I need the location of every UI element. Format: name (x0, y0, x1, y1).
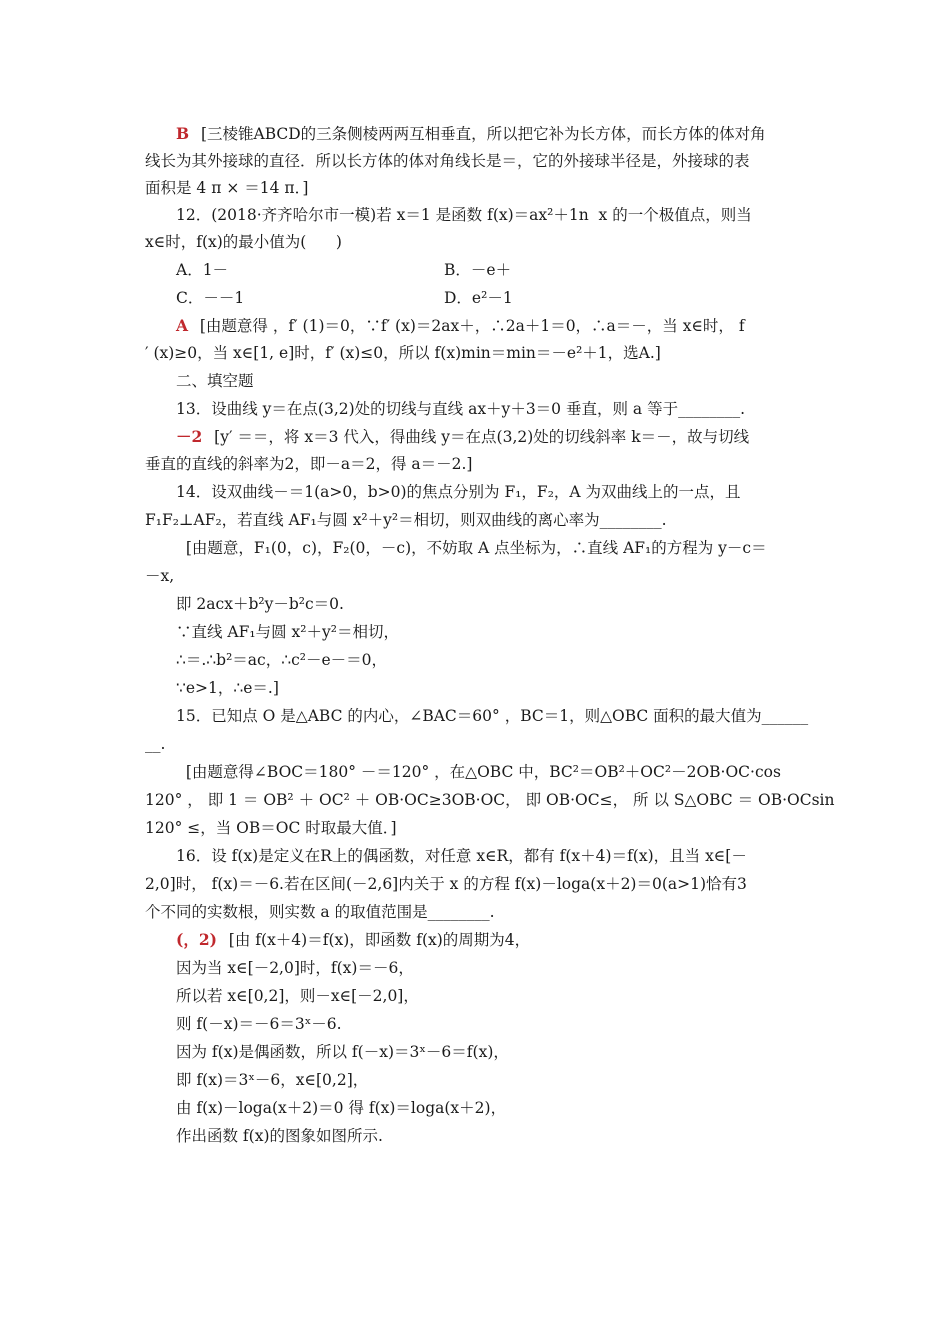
answer-line-13 (176, 427, 749, 447)
text-line: 120° ， 即 1 ＝ OB² ＋ OC² ＋ OB·OC≥3OB·OC， 即 OB·OC≤， 所 以 S△OBC ＝ OB·OCsin (145, 791, 835, 809)
text-line: 2,0]时， f(x)＝－6.若在区间(－2,6]内关于 x 的方程 f(x)－loga(x＋2)＝0(a>1)恰有3 (145, 875, 747, 893)
section-heading: 二、填空题 (176, 372, 254, 390)
text-line: 所以若 x∈[0,2]，则－x∈[－2,0]， (176, 987, 419, 1005)
text-line: __. (145, 735, 166, 753)
option-d: D．e²－1 (444, 289, 513, 307)
option-b: B．－e＋ (444, 261, 512, 279)
line-text: [由 f(x＋4)＝f(x)，即函数 f(x)的周期为4， (218, 931, 531, 949)
text-line: －x, (145, 567, 175, 585)
text-line: 120° ≤，当 OB＝OC 时取最大值．] (145, 819, 397, 837)
option-a: A．1－ (176, 261, 229, 279)
option-c: C．－－1 (176, 289, 245, 307)
answer-line-14: [由题意，F₁(0，c)，F₂(0，－c)，不妨取 A 点坐标为，∴直线 AF₁的方程为 y－c＝ (176, 539, 767, 557)
answer-line-15: [由题意得∠BOC＝180° －＝120° ，在△OBC 中，BC²＝OB²＋OC²－2OB·OC·cos (176, 763, 781, 781)
question-12: 12．(2018·齐齐哈尔市一模)若 x＝1 是函数 f(x)＝ax²＋1n x 的一个极值点，则当 (176, 206, 752, 224)
text-line: 面积是 4 π × ＝14 π．] (145, 179, 309, 197)
text-line: 由 f(x)－loga(x＋2)＝0 得 f(x)＝loga(x＋2)， (176, 1099, 507, 1117)
question-14: 14．设双曲线－＝1(a>0，b>0)的焦点分别为 F₁，F₂，A 为双曲线上的一点，且 (176, 483, 741, 501)
answer-line-11 (176, 124, 766, 144)
text-line: 因为 f(x)是偶函数，所以 f(－x)＝3ˣ－6＝f(x)， (176, 1043, 509, 1061)
text-line: 线长为其外接球的直径．所以长方体的体对角线长是＝，它的外接球半径是，外接球的表 (145, 152, 750, 170)
text-line: ∴＝.∴b²＝ac，∴c²－e－＝0， (176, 651, 387, 669)
text-line: 因为当 x∈[－2,0]时，f(x)＝－6， (176, 959, 414, 977)
text-line: ∵直线 AF₁与圆 x²＋y²＝相切， (176, 623, 399, 641)
answer-line-12 (176, 316, 745, 336)
text-line: 即 2acx＋b²y－b²c＝0. (176, 595, 344, 613)
text-line: F₁F₂⊥AF₂，若直线 AF₁与圆 x²＋y²＝相切，则双曲线的离心率为________. (145, 511, 667, 529)
line-text: [由题意得 ，f′ (1)＝0，∵f′ (x)＝2ax＋，∴2a＋1＝0，∴a＝－，当 x∈时， f (190, 317, 745, 335)
line-text: [三棱锥ABCD的三条侧棱两两互相垂直，所以把它补为长方体，而长方体的体对角 (191, 125, 766, 143)
text-line: 则 f(－x)＝－6＝3ˣ－6. (176, 1015, 342, 1033)
answer-mark: B (176, 124, 190, 143)
question-16: 16．设 f(x)是定义在R上的偶函数，对任意 x∈R，都有 f(x＋4)＝f(x)，且当 x∈[－ (176, 847, 747, 865)
text-line: ∵e>1，∴e＝.] (176, 679, 279, 697)
answer-line-16 (176, 930, 530, 950)
question-15: 15．已知点 O 是△ABC 的内心，∠BAC＝60° ，BC＝1，则△OBC 面积的最大值为______ (176, 707, 809, 725)
text-line: 作出函数 f(x)的图象如图所示. (176, 1127, 383, 1145)
text-line: 垂直的直线的斜率为2，即－a＝2，得 a＝－2.] (145, 455, 473, 473)
line-text: [y′ ＝＝，将 x＝3 代入，得曲线 y＝在点(3,2)处的切线斜率 k＝－，故与切线 (204, 428, 750, 446)
answer-mark: (，2) (176, 930, 217, 949)
answer-mark: －2 (176, 427, 203, 446)
answer-mark: A (176, 316, 189, 335)
text-line: x∈时，f(x)的最小值为( ) (145, 233, 342, 251)
text-line: 即 f(x)＝3ˣ－6，x∈[0,2]， (176, 1071, 369, 1089)
text-line: ′ (x)≥0，当 x∈[1, e]时，f′ (x)≤0，所以 f(x)min＝min＝－e²＋1，选A.] (145, 344, 661, 362)
question-13: 13．设曲线 y＝在点(3,2)处的切线与直线 ax＋y＋3＝0 垂直，则 a 等于________. (176, 400, 745, 418)
text-line: 个不同的实数根，则实数 a 的取值范围是________. (145, 903, 495, 921)
